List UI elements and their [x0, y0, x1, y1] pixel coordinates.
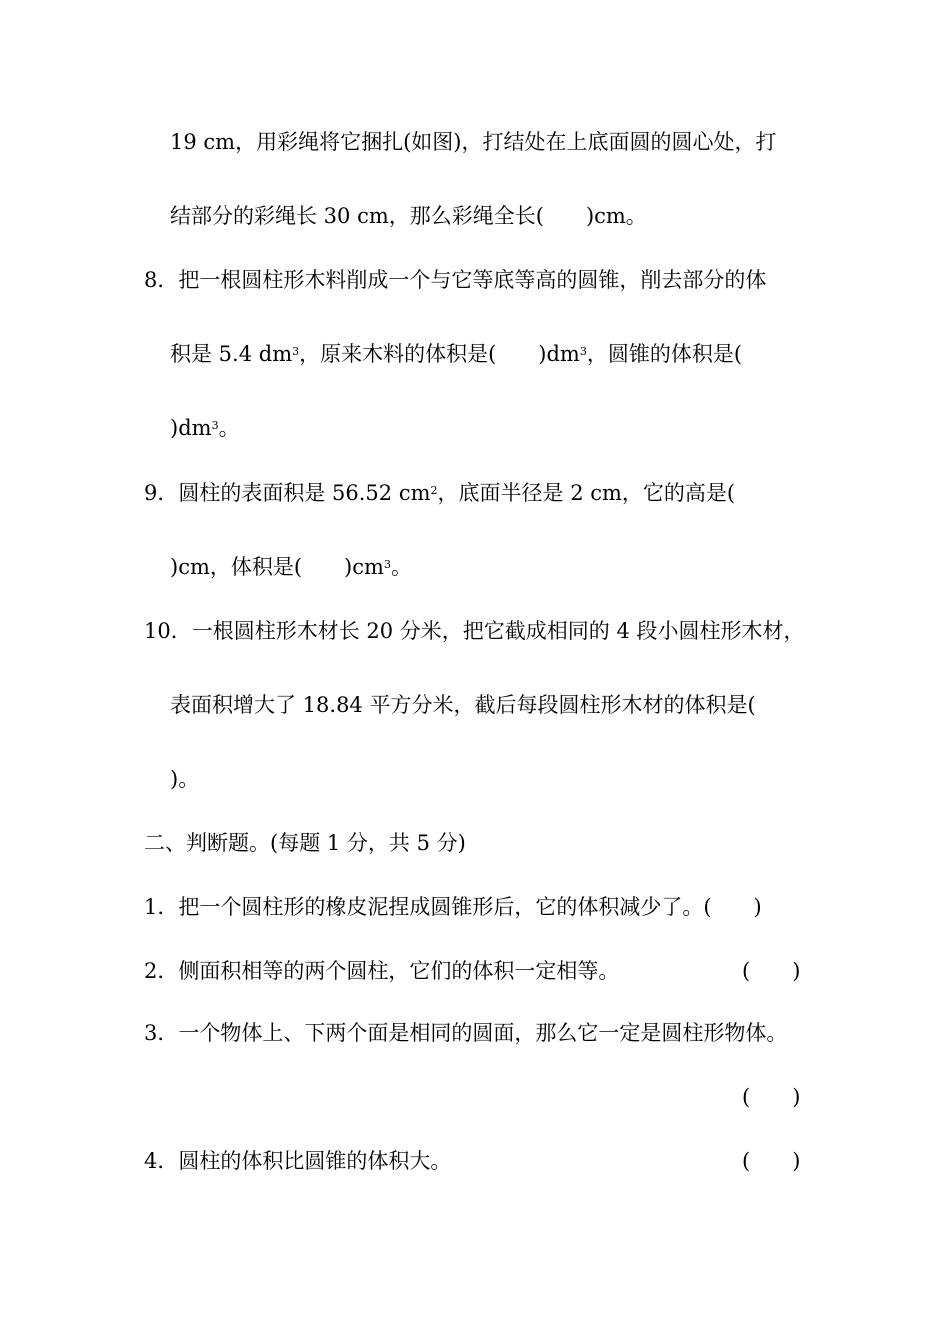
judge-answer-paren-3[interactable]: ( ): [742, 1085, 801, 1109]
judge-answer-paren-2[interactable]: ( ): [742, 959, 801, 983]
q8-line-1: 8．把一根圆柱形木料削成一个与它等底等高的圆锥，削去部分的体: [144, 268, 767, 292]
judge-item-1: 1．把一个圆柱形的橡皮泥捏成圆锥形后，它的体积减少了。( ): [144, 895, 762, 919]
q10-line-1: 10．一根圆柱形木材长 20 分米，把它截成相同的 4 段小圆柱形木材，: [144, 619, 805, 643]
judge-item-2: 2．侧面积相等的两个圆柱，它们的体积一定相等。: [144, 959, 620, 983]
q8-line-2: 积是 5.4 $dm^3$，原来木料的体积是( )$dm^3$，圆锥的体积是(: [170, 342, 743, 366]
judge-item-4: 4．圆柱的体积比圆锥的体积大。: [144, 1149, 452, 1173]
q9-line-2: )cm，体积是( )$cm^3$。: [170, 555, 412, 579]
section-heading: 二、判断题。(每题 1 分，共 5 分): [144, 831, 466, 855]
judge-item-3: 3．一个物体上、下两个面是相同的圆面，那么它一定是圆柱形物体。: [144, 1021, 788, 1045]
judge-answer-paren-4[interactable]: ( ): [742, 1149, 801, 1173]
q7-line-2: 结部分的彩绳长 30 cm，那么彩绳全长( )cm。: [170, 204, 647, 228]
q10-line-3: )。: [170, 767, 200, 791]
q9-line-1: 9．圆柱的表面积是 56.52 $cm^2$，底面半径是 2 cm，它的高是(: [144, 481, 736, 505]
q7-line-1: 19 cm，用彩绳将它捆扎(如图)，打结处在上底面圆的圆心处，打: [170, 130, 777, 154]
q10-line-2: 表面积增大了 18.84 平方分米，截后每段圆柱形木材的体积是(: [170, 693, 756, 717]
q8-line-3: )$dm^3$。: [170, 416, 240, 440]
